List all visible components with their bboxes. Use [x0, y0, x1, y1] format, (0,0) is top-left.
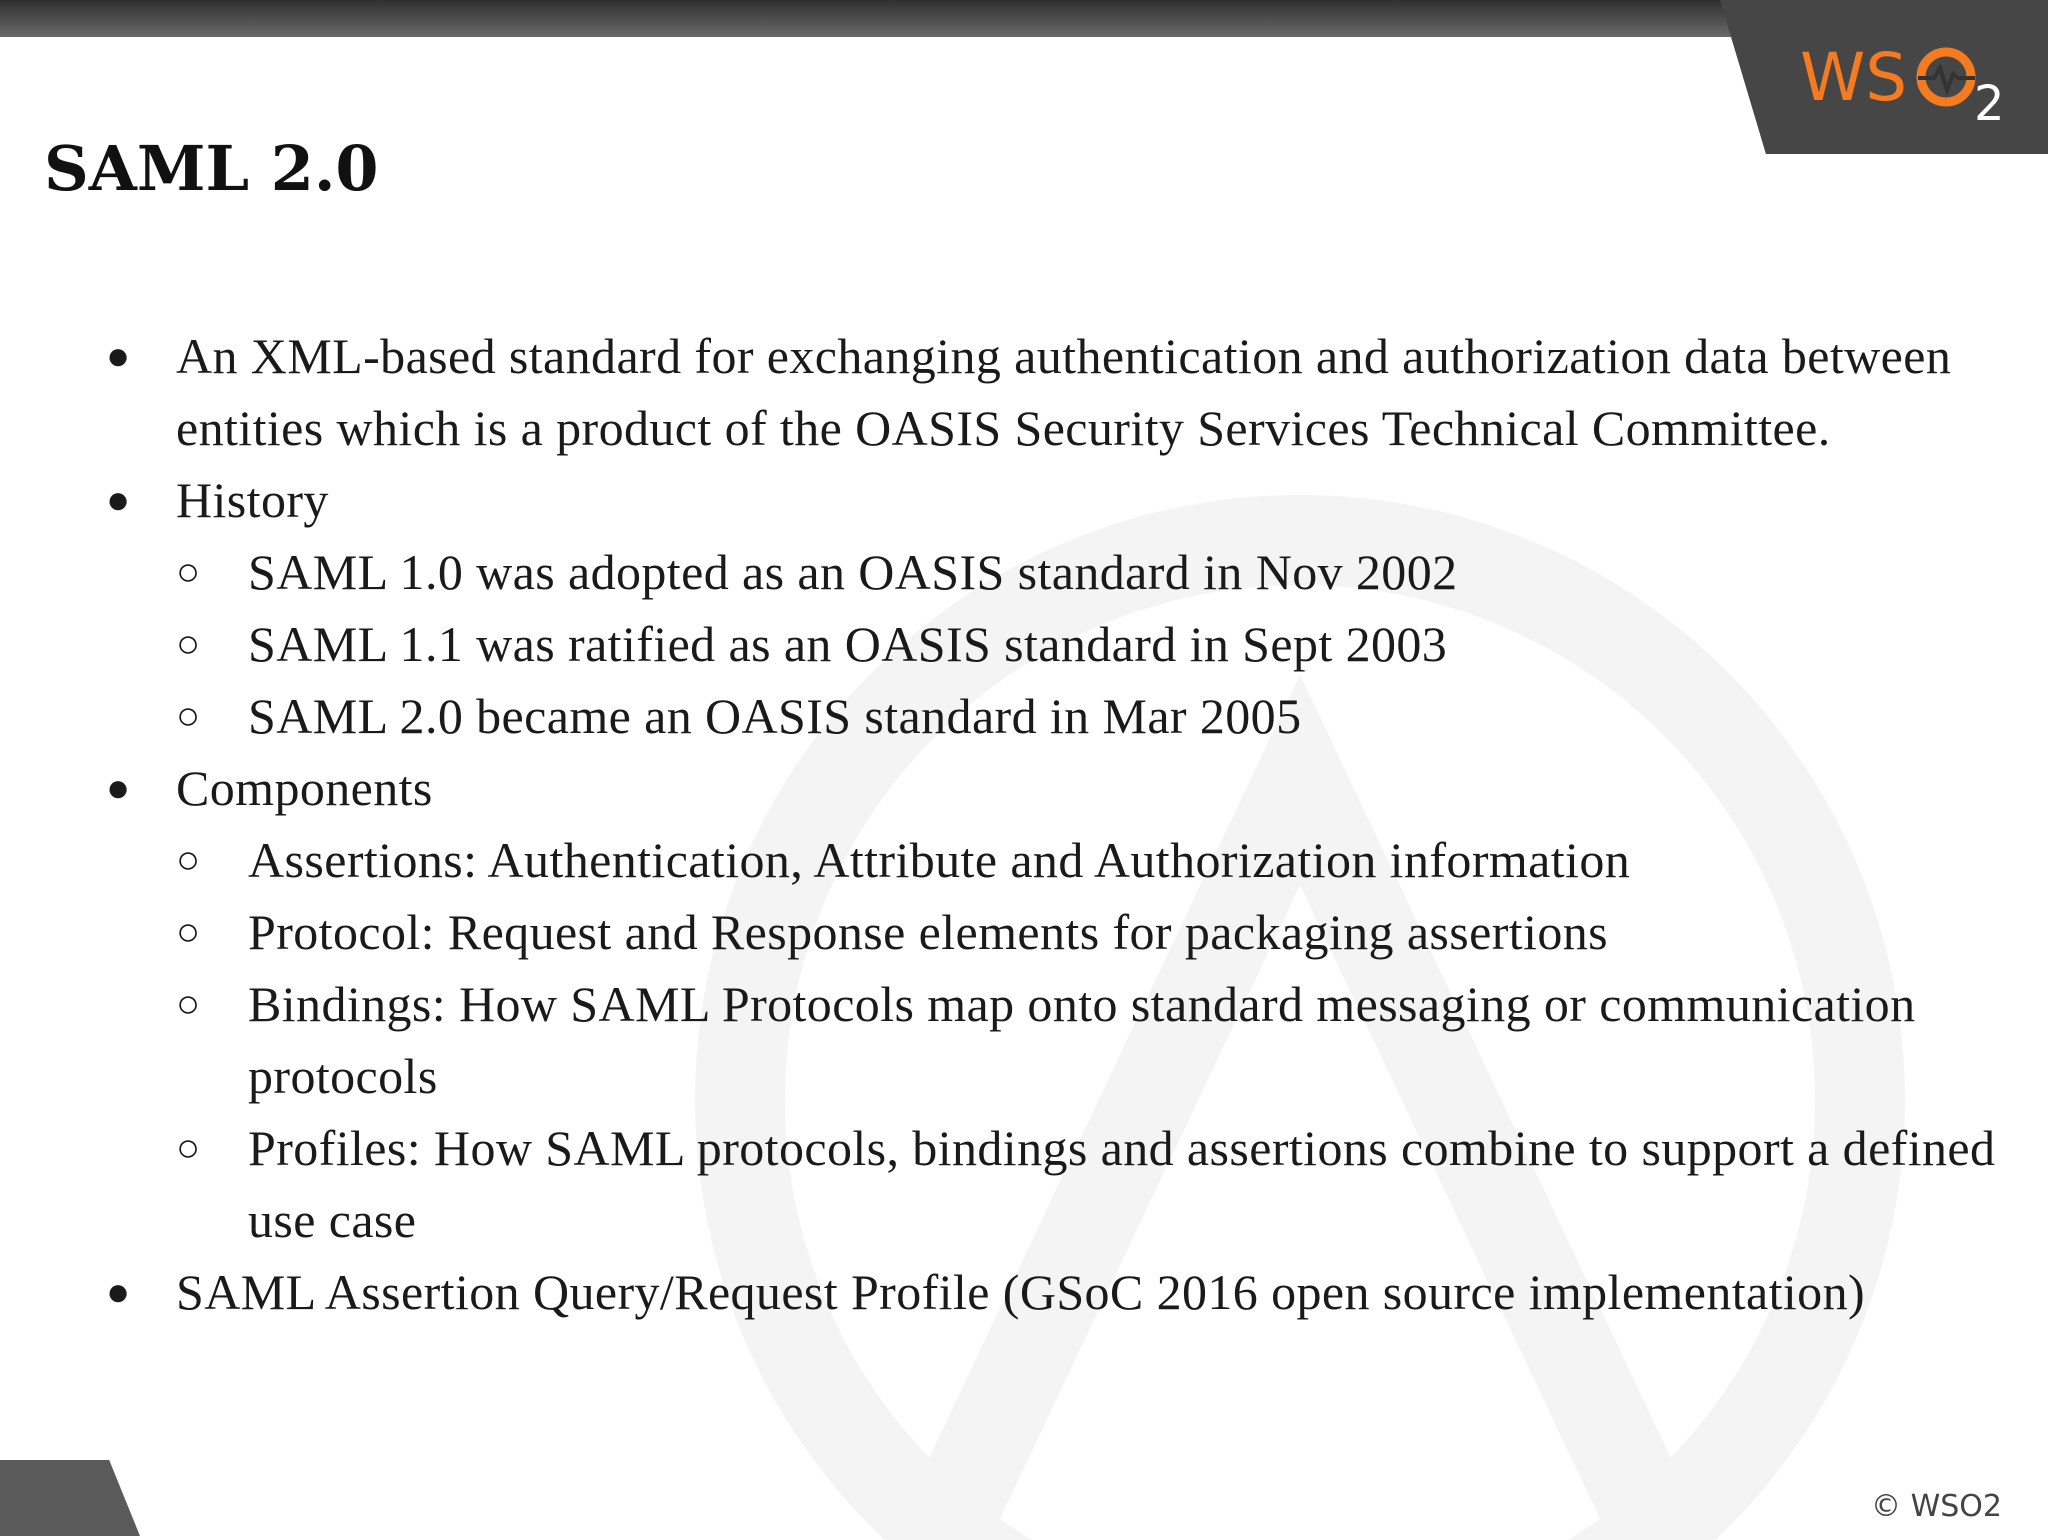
- sub-bullet-item: [176, 968, 2000, 1112]
- sub-bullet-item: [176, 680, 2000, 752]
- bullet-text: Components: [176, 760, 433, 816]
- bullet-circle-icon: ○: [176, 1125, 201, 1170]
- sub-bullet-text: SAML 1.1 was ratified as an OASIS standard in Sept 2003: [248, 616, 1448, 672]
- bullet-text: An XML-based standard for exchanging authentication and authorization data between entities which is a product of the OASIS Security Services Technical Committee.: [176, 328, 1952, 456]
- sub-bullet-list: [176, 824, 2000, 1256]
- sub-bullet-text: Assertions: Authentication, Attribute and Authorization information: [248, 832, 1631, 888]
- sub-bullet-item: [176, 1112, 2000, 1256]
- bullet-dot-icon: ●: [106, 765, 131, 810]
- bullet-circle-icon: ○: [176, 981, 201, 1026]
- sub-bullet-text: Protocol: Request and Response elements for packaging assertions: [248, 904, 1609, 960]
- sub-bullet-item: [176, 608, 2000, 680]
- bullet-dot-icon: ●: [106, 333, 131, 378]
- bottom-corner-shape: [0, 1460, 140, 1536]
- bullet-circle-icon: ○: [176, 549, 201, 594]
- bullet-list: [100, 320, 2000, 536]
- slide-title: SAML 2.0: [44, 132, 379, 205]
- bullet-list: [100, 752, 2000, 824]
- logo-text-2: 2: [1974, 76, 2005, 130]
- bullet-item: [100, 1256, 2000, 1328]
- wso2-logo-icon: [1800, 30, 2010, 130]
- bullet-dot-icon: ●: [106, 477, 131, 522]
- bullet-circle-icon: ○: [176, 909, 201, 954]
- sub-bullet-item: [176, 536, 2000, 608]
- bullet-list: [100, 1256, 2000, 1328]
- sub-bullet-item: [176, 824, 2000, 896]
- bullet-circle-icon: ○: [176, 621, 201, 666]
- sub-bullet-text: SAML 2.0 became an OASIS standard in Mar 2005: [248, 688, 1302, 744]
- sub-bullet-text: Bindings: How SAML Protocols map onto standard messaging or communication protocols: [248, 976, 1916, 1104]
- sub-bullet-item: [176, 896, 2000, 968]
- sub-bullet-text: Profiles: How SAML protocols, bindings and assertions combine to support a defined use case: [248, 1120, 1996, 1248]
- bullet-item: [100, 752, 2000, 824]
- copyright-footer: © WSO2: [1871, 1489, 2002, 1524]
- logo-text-ws: WS: [1800, 39, 1908, 116]
- bullet-dot-icon: ●: [106, 1269, 131, 1314]
- bullet-text: SAML Assertion Query/Request Profile (GSoC 2016 open source implementation): [176, 1264, 1866, 1320]
- sub-bullet-list: [176, 536, 2000, 752]
- sub-bullet-text: SAML 1.0 was adopted as an OASIS standard in Nov 2002: [248, 544, 1458, 600]
- bullet-circle-icon: ○: [176, 693, 201, 738]
- bullet-circle-icon: ○: [176, 837, 201, 882]
- bullet-text: History: [176, 472, 329, 528]
- bullet-item: [100, 464, 2000, 536]
- bullet-item: [100, 320, 2000, 464]
- slide-content: [100, 320, 2000, 1328]
